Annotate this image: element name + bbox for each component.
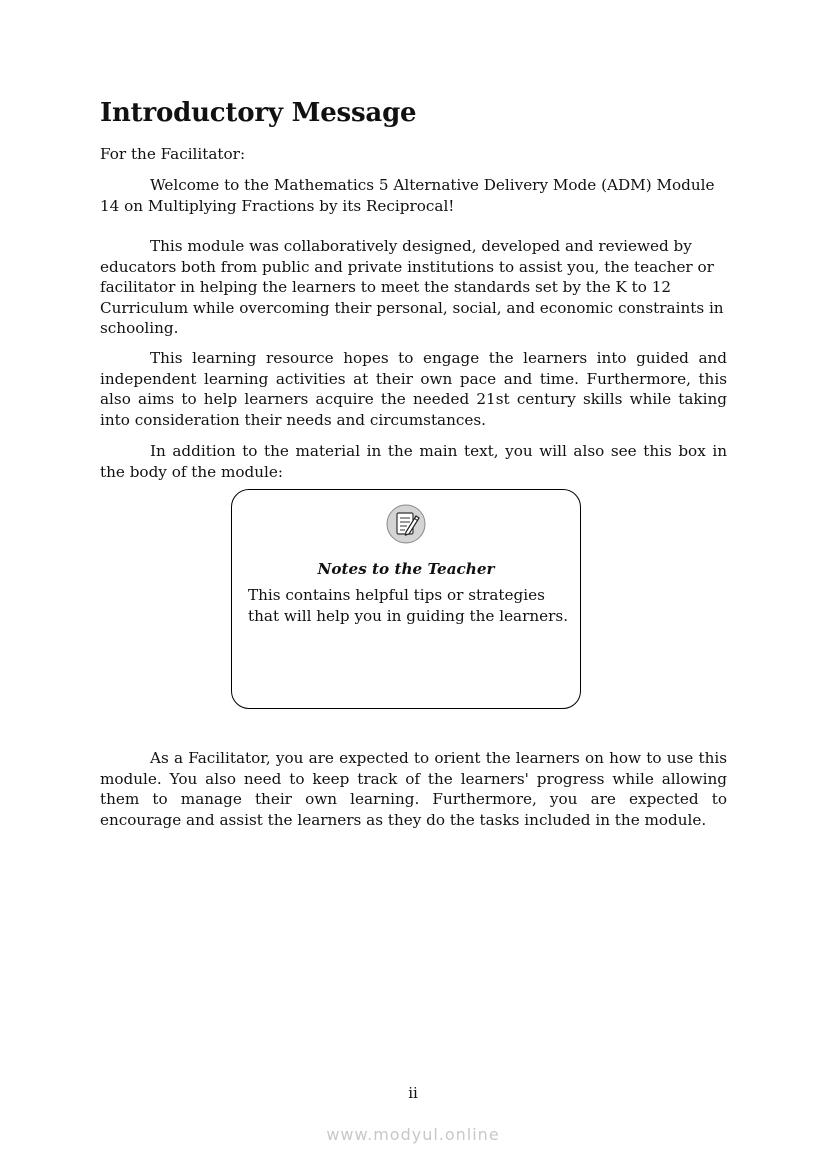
notes-box-title: Notes to the Teacher [317,560,495,578]
addressee: For the Facilitator: [100,145,246,163]
module-design-paragraph: This module was collaboratively designed, developed and reviewed by educators both from public and private institutions to assist you, the teacher or facilitator in helping the learners to meet the standards set by the K to 12 Curriculum while overcoming their personal, social, and economic constraints in schooling. [100,237,724,338]
notes-box-body: This contains helpful tips or strategies that will help you in guiding the learners. [248,586,569,625]
page-title: Introductory Message [100,98,417,128]
box-intro-paragraph: In addition to the material in the main text, you will also see this box in the body of the module: [100,442,727,481]
learning-resource-paragraph: This learning resource hopes to engage the learners into guided and independent learning activities at their own pace and time. Furthermore, this also aims to help learners acquire the needed 21st century skills while taking into consideration their needs and circumstances. [100,349,727,429]
facilitator-role-paragraph: As a Facilitator, you are expected to orient the learners on how to use this module. You also need to keep track of the learners' progress while allowing them to manage their own learning. Furthermore, you are expected to encourage and assist the learners as they do the tasks included in the module. [100,749,727,829]
page-number: ii [408,1084,418,1102]
watermark: www.modyul.online [326,1125,500,1144]
welcome-paragraph: Welcome to the Mathematics 5 Alternative Delivery Mode (ADM) Module 14 on Multiplying Fractions by its Reciprocal! [100,176,715,215]
notepad-pencil-icon [386,504,426,544]
notes-to-teacher-box [231,489,581,709]
